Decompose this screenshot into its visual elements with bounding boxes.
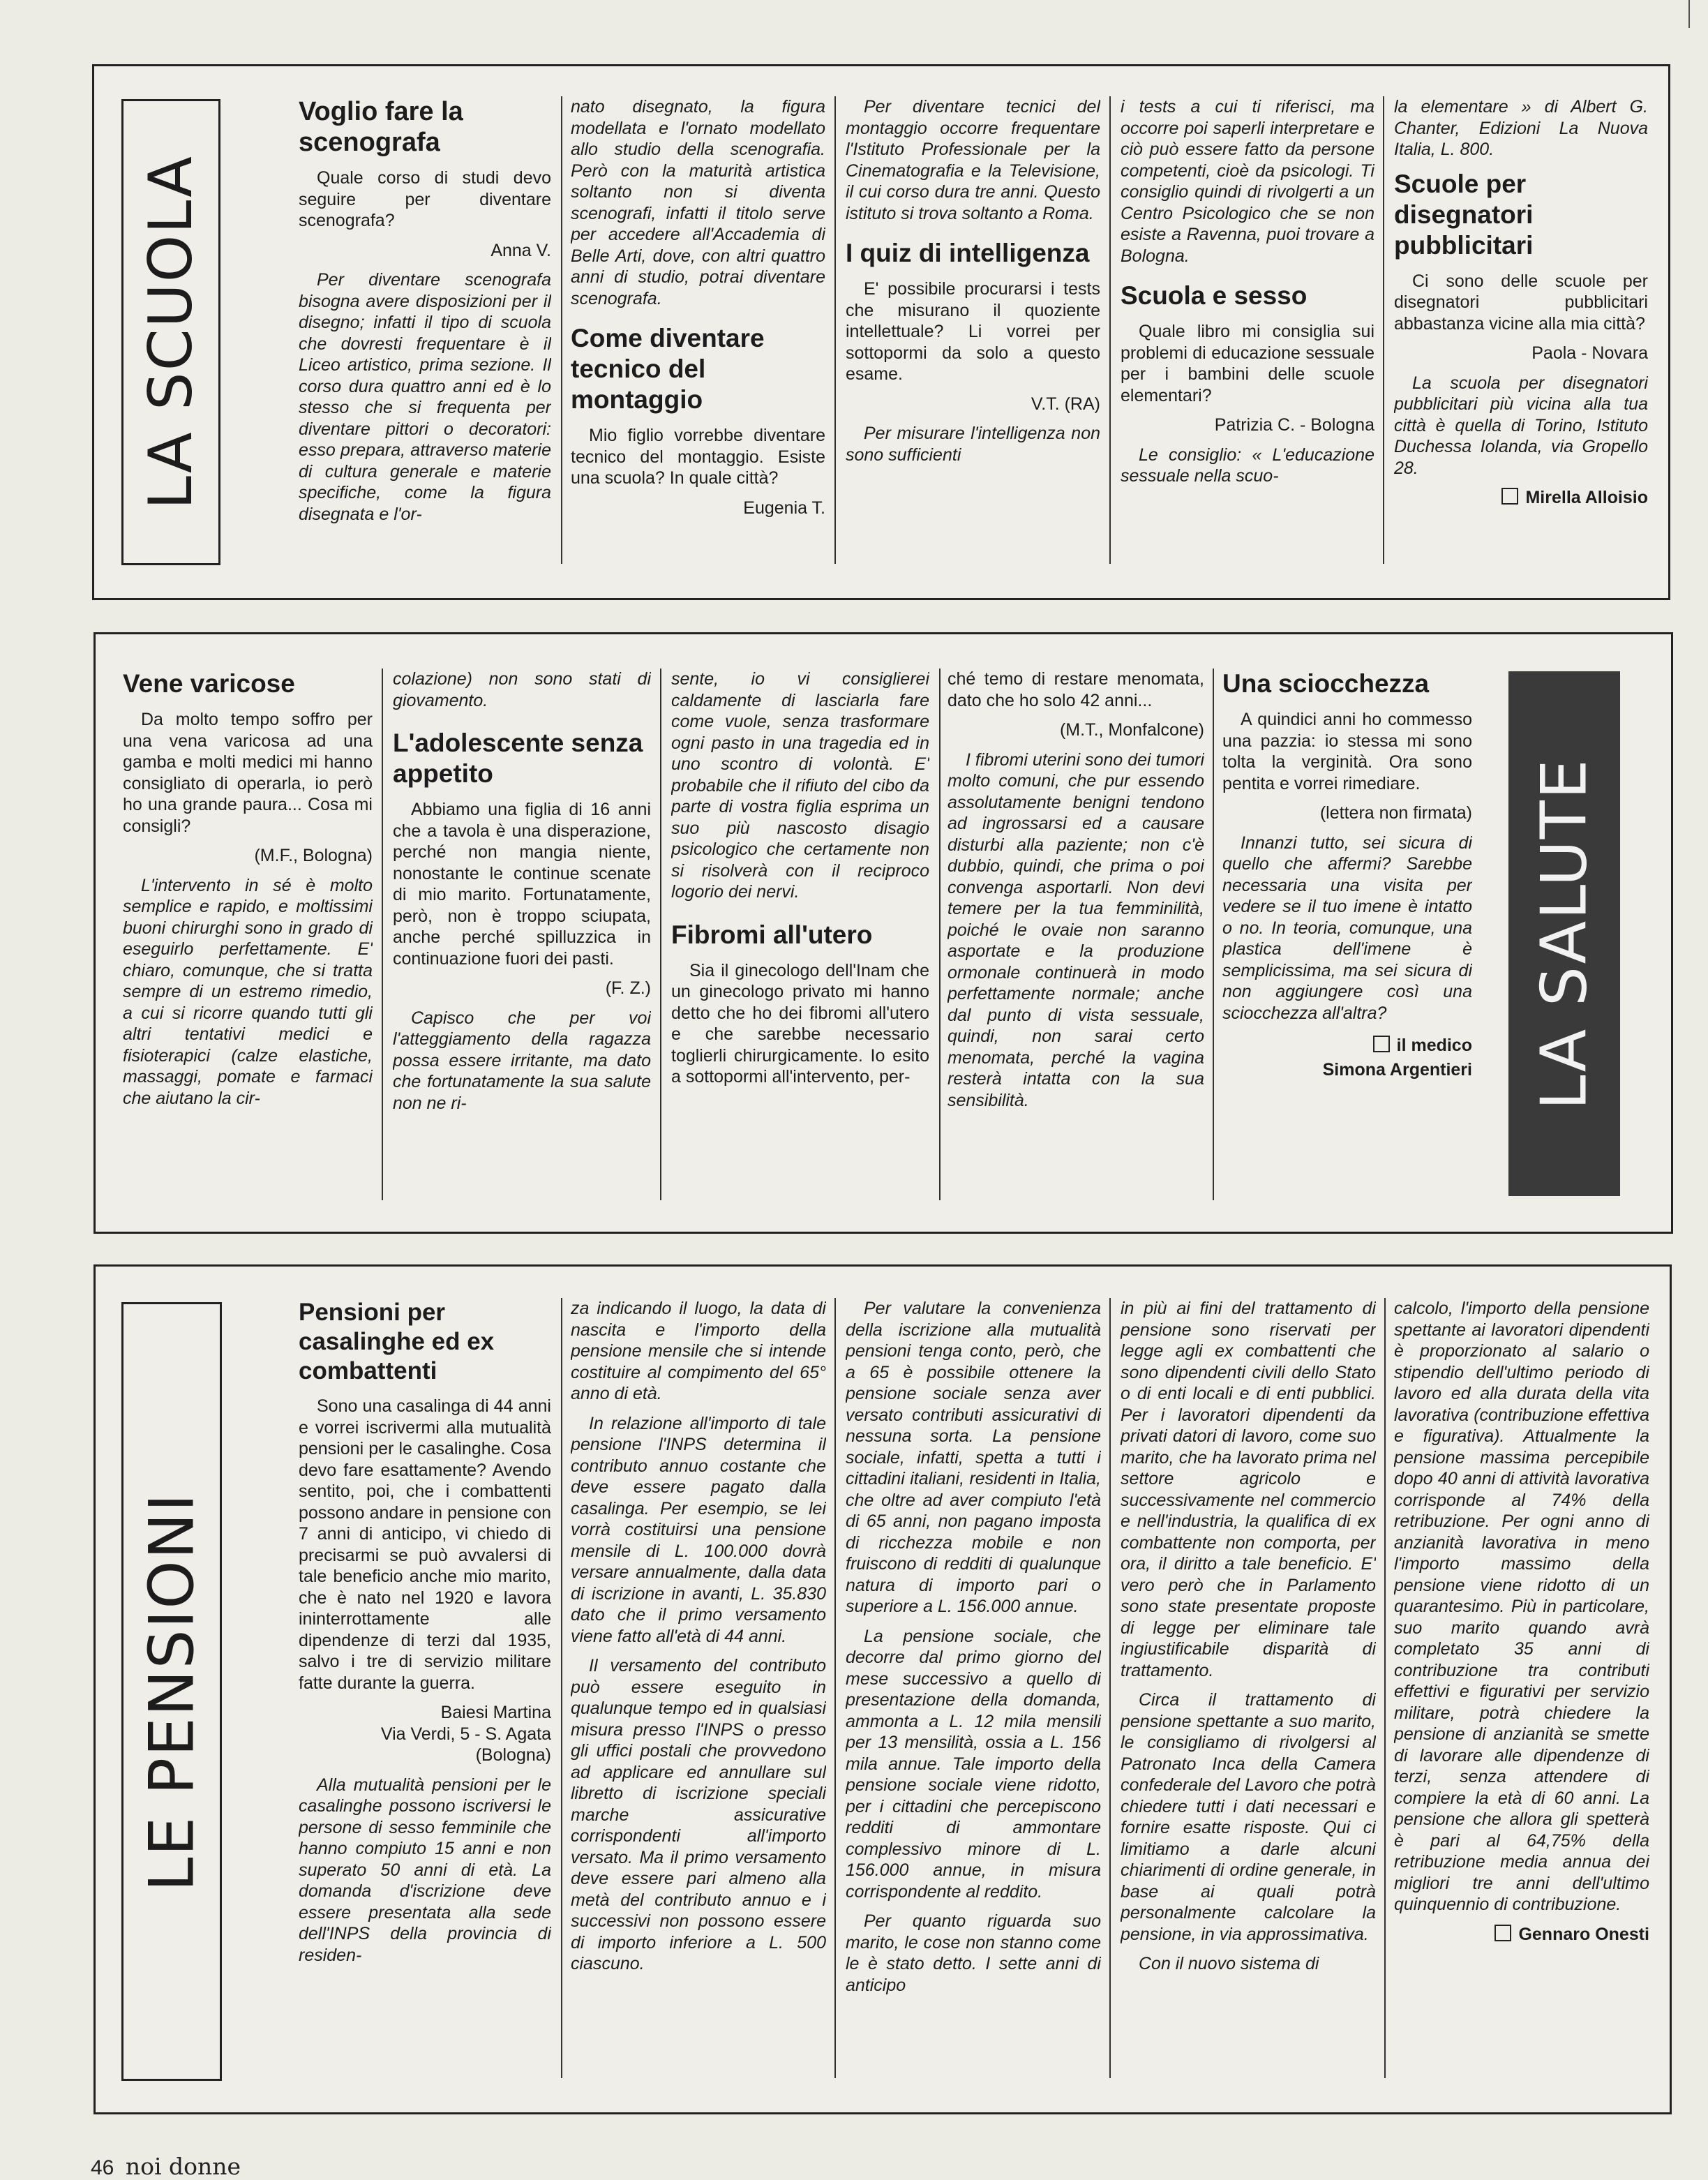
answer-text: Capisco che per voi l'atteggiamento della ragazza possa essere irritante, ma dato che fortunatamente la sua salute non ne ri- (393, 1008, 651, 1113)
answer-text: L'intervento in sé è molto semplice e rapido, e moltissimi buoni chirurghi sono in grado di eseguirlo perfettamente. E' chiaro, comunque, che si tratta sempre di un estremo rimedio, a cui si ricorre quando tutti gli altri tentativi medici e fisioterapici (calze elastiche, massaggi, pomate e farmaci che aiutano la cir- (123, 875, 373, 1108)
signature: (M.T., Monfalcone) (1059, 720, 1204, 740)
question-text: Sia il ginecologo dell'Inam che un ginecologo privato mi hanno detto che ho dei fibromi all'utero e che sarebbe necessario toglierli chirurgicamente. Io esito a sottopormi all'intervento, per- (671, 960, 929, 1087)
salute-column-5 (1222, 669, 1472, 1202)
answer-text: Circa il trattamento di pensione spettante a suo marito, le consigliamo di rivolgersi al Patronato Inca della Camera confederale del Lavoro che potrà chiedere tutti i dati necessari e fornire esatte risposte. Qui ci limitiamo a darle alcuni chiarimenti di ordine generale, in base ai quali potrà personalmente calcolare la pensione, in via approssimativa. (1121, 1690, 1376, 1944)
salute-column-1 (123, 669, 373, 1202)
answer-text: Alla mutualità pensioni per le casalinghe possono iscriversi le persone di sesso femminile che hanno compiuto 15 anni e non superato 50 anni di età. La domanda d'iscrizione deve essere presentata alla sede dell'INPS della provincia di residen- (299, 1775, 551, 1965)
answer-text: Per quanto riguarda suo marito, le cose non stanno come le è stato detto. I sette anni di anticipo (846, 1911, 1101, 1995)
article-title: Come diventare tecnico del montaggio (571, 324, 765, 414)
question-text: Abbiamo una figlia di 16 anni che a tavola è una disperazione, perché non mangia niente, nonostante le continue scenate di mio marito. Fortunatamente, però, non è troppo sciupata, anche perché spilluzzica in continuazione fuori dei pasti. (393, 800, 651, 969)
answer-text: Per valutare la convenienza della iscrizione alla mutualità pensioni tenga conto, però, che a 65 è possibile ottenere la pensione sociale senza aver versato contributi assicurativi di nessuna sorta. La pensione sociale, infatti, spetta a tutti i cittadini italiani, residenti in Italia, che oltre ad aver compiuto l'età di 65 anni, non pagano imposta di ricchezza mobile e non fruiscono di redditi di qualunque natura di importo pari o superiore a L. 156.000 annue. (846, 1299, 1101, 1616)
page-number: 46 (91, 2156, 114, 2179)
question-text: Quale libro mi consiglia sui problemi di educazione sessuale per i bambini delle scuole elementari? (1121, 322, 1374, 405)
pensioni-column-4 (1121, 1298, 1376, 2093)
answer-text: Per misurare l'intelligenza non sono sufficienti (846, 424, 1100, 465)
article-title: Scuola e sesso (1121, 281, 1308, 310)
question-text: E' possibile procurarsi i tests che misurano il quoziente intellettuale? Li vorrei per sottopormi da solo a questo esame. (846, 279, 1100, 384)
article-title: Voglio fare la scenografa (299, 97, 463, 157)
question-text: Mio figlio vorrebbe diventare tecnico del montaggio. Esiste una scuola? In quale città? (571, 426, 825, 488)
scuola-column-5 (1394, 96, 1648, 578)
article-title: Vene varicose (123, 669, 295, 698)
salute-section-label: LA SALUTE (1508, 671, 1620, 1196)
square-bullet-icon (1501, 488, 1518, 505)
article-title: L'adolescente senza appetito (393, 729, 643, 788)
scuola-column-3 (846, 96, 1100, 571)
answer-text: la elementare » di Albert G. Chanter, Edizioni La Nuova Italia, L. 800. (1394, 97, 1648, 159)
answer-text: nato disegnato, la figura modellata e l'ornato modellato allo studio della scenografia. Però con la maturità artistica soltanto non si diventa scenografi, infatti il titolo serve per accedere all'Accademia di Belle Arti, dove, con altri quattro anni di studio, potrai diventare scenografa. (571, 97, 825, 308)
column-divider (1109, 1298, 1111, 2078)
column-divider (834, 1298, 836, 2078)
answer-text: In relazione all'importo di tale pensione l'INPS determina il contributo annuo costante che deve essere pagato dalla casalinga. Per esempio, se lei vorrà costituirsi una pensione mensile di L. 100.000 dovrà versare annualmente, dalla data di iscrizione in avanti, L. 35.830 dato che il primo versamento viene fatto all'età di 44 anni. (571, 1413, 826, 1646)
signature: Eugenia T. (743, 498, 825, 518)
answer-text: I fibromi uterini sono dei tumori molto comuni, che pur essendo assolutamente benigni tendono ad ingrossarsi ed a causare disturbi alla paziente; non c'è dubbio, quindi, che prima o poi convenga asportarli. Non devi temere per la tua femminilità, poiché le ovaie non saranno asportate e la produzione ormonale continuerà in modo perfettamente normale; anche dal punto di vista sessuale, quindi, non sarai certo menomata, perché la vagina resterà intatta con la sua sensibilità. (947, 749, 1204, 1110)
author-byline: Gennaro Onesti (1394, 1924, 1649, 1946)
column-divider (382, 669, 383, 1200)
salute-column-4 (947, 669, 1204, 1202)
signature: Anna V. (490, 240, 551, 260)
pensioni-section-label: LE PENSIONI (121, 1302, 222, 2081)
answer-text: za indicando il luogo, la data di nascita e l'importo della pensione mensile che si intende costituire al compimento del 65° anno di età. (571, 1299, 826, 1403)
signature: (lettera non firmata) (1319, 803, 1472, 823)
question-text: Da molto tempo soffro per una vena varicosa ad una gamba e molti medici mi hanno consigliato di operarla, io però ho una grande paura... Cosa mi consigli? (123, 710, 373, 836)
square-bullet-icon (1494, 1925, 1511, 1941)
article-title: Pensioni per casalinghe ed ex combattenti (299, 1299, 495, 1384)
signature: Paola - Novara (1531, 343, 1648, 363)
column-divider (834, 96, 836, 564)
pensioni-column-1 (299, 1298, 551, 2093)
magazine-name: noi donne (125, 2153, 241, 2180)
crop-mark (1688, 0, 1690, 28)
answer-text: in più ai fini del trattamento di pensione sono riservati per legge agli ex combattenti che sono dipendenti civili dello Stato o di enti locali e di enti pubblici. Per i lavoratori dipendenti da privati datori di lavoro, come suo marito, che ha lavorato prima nel settore agricolo e successivamente nel commercio e nell'industria, la qualifica di ex combattente non comporta, per ora, il diritto a tale beneficio. E' vero però che in Parlamento sono state presentate proposte di legge per eliminare tale ingiustificabile disparità di trattamento. (1121, 1299, 1376, 1680)
column-divider (1109, 96, 1111, 564)
answer-text: Il versamento del contributo può essere eseguito in qualunque tempo ed in qualsiasi misura presso l'INPS o presso gli uffici postali che provvedono ad applicare ed annullare sul libretto di iscrizione speciali marche assicurative corrispondenti all'importo versato. Ma il primo versamento deve essere pari almeno alla metà del contributo annuo e i successivi non possono essere di importo inferiore a L. 500 ciascuno. (571, 1656, 826, 1973)
question-text: Sono una casalinga di 44 anni e vorrei iscrivermi alla mutualità pensioni per le casalinghe. Cosa devo fare esattamente? Avendo sentito, poi, che i combattenti possono andare in pensione con 7 anni di anticipo, vi chiedo di precisarmi se può avvalersi di tale beneficio anche mio marito, che è nato nel 1920 e lavora ininterrottamente alle dipendenze di terzi dal 1935, salvo i tre di servizio militare fatte durante la guerra. (299, 1396, 551, 1693)
salute-column-2 (393, 669, 651, 1202)
square-bullet-icon (1373, 1036, 1390, 1052)
signature-city: (Bologna) (475, 1745, 551, 1765)
column-divider (1213, 669, 1214, 1200)
answer-text: La pensione sociale, che decorre dal primo giorno del mese successivo a quello di presentazione della domanda, ammonta a L. 12 mila mensili per 13 mensilità, ossia a L. 156 mila annue. Tale importo della pensione sociale viene ridotto, per i cittadini che percepiscono redditi di ammontare complessivo minore di L. 156.000 annue, in misura corrispondente al reddito. (846, 1626, 1101, 1902)
article-title: Scuole per disegnatori pubblicitari (1394, 169, 1534, 260)
answer-text: Le consiglio: « L'educazione sessuale nella scuo- (1121, 445, 1374, 486)
author-byline: il medico (1222, 1035, 1472, 1057)
signature-address: Via Verdi, 5 - S. Agata (380, 1724, 551, 1744)
column-divider (939, 669, 941, 1200)
answer-text: Innanzi tutto, sei sicura di quello che affermi? Sarebbe necessaria una visita per vedere se il tuo imene è intatto o no. In teoria, comunque, una plastica dell'imene è semplicissima, ma sei sicura di non aggiungere così una sciocchezza all'altra? (1222, 833, 1472, 1023)
signature: Patrizia C. - Bologna (1214, 415, 1374, 435)
pensioni-column-2 (571, 1298, 826, 2093)
article-title: I quiz di intelligenza (846, 239, 1090, 267)
signature: (F. Z.) (605, 978, 651, 998)
author-byline: Mirella Alloisio (1394, 487, 1648, 509)
signature: Baiesi Martina (440, 1703, 551, 1722)
pensioni-column-5 (1394, 1298, 1649, 2093)
scuola-section-label: LA SCUOLA (121, 99, 220, 565)
answer-text: calcolo, l'importo della pensione spettante ai lavoratori dipendenti è proporzionato al salario o stipendio dell'ultimo periodo di lavoro ed alla durata della vita lavorativa (contribuzione effettiva e figurativa). Attualmente la pensione massima percepibile dopo 40 anni di attività lavorativa corrisponde al 74% della retribuzione. Per ogni anno di anzianità lavorativa in meno l'importo massimo della pensione viene ridotto di un quarantesimo. Più in particolare, suo marito quando avrà completato 35 anni di contribuzione tra contributi effettivi e figurativi per servizio militare, potrà chiedere la pensione di anzianità se smette di lavorare alle dipendenze di terzi, senza attendere di compiere la età di 60 anni. La pensione che allora gli spetterà è pari al 64,75% della retribuzione media annua dei migliori tre anni dell'ultimo quinquennio di contribuzione. (1394, 1299, 1649, 1914)
article-title: Una sciocchezza (1222, 669, 1430, 698)
question-text: ché temo di restare menomata, dato che ho solo 42 anni... (947, 669, 1204, 710)
scuola-column-1 (299, 96, 551, 571)
author-byline: Simona Argentieri (1322, 1059, 1472, 1080)
column-divider (1383, 96, 1384, 564)
signature: V.T. (RA) (1031, 394, 1100, 414)
column-divider (1384, 1298, 1386, 2078)
answer-text: Con il nuovo sistema di (1139, 1954, 1319, 1973)
answer-text: Per diventare scenografa bisogna avere disposizioni per il disegno; infatti il tipo di scuola che dovresti frequentare è il Liceo artistico, prima sezione. Il corso dura quattro anni ed è lo stesso che si frequenta per diventare pittori o decoratori: esso prepara, attraverso materie di cultura generale e materie specifiche, come la figura disegnata e l'or- (299, 270, 551, 524)
answer-text: colazione) non sono stati di giovamento. (393, 669, 651, 710)
column-divider (561, 1298, 562, 2078)
answer-text: i tests a cui ti riferisci, ma occorre poi saperli interpretare e ciò può essere fatto da persone competenti, cioè da psicologi. Ti consiglio quindi di rivolgerti a un Centro Psicologico che se non esiste a Ravenna, puoi trovare a Bologna. (1121, 97, 1374, 266)
scuola-column-4 (1121, 96, 1374, 571)
answer-text: sente, io vi consiglierei caldamente di lasciarla fare come vuole, senza trasformare ogni pasto in una tragedia ed in uno scontro di volontà. E' probabile che il rifiuto del cibo da parte di vostra figlia esprima un suo più nascosto disagio psicologico che certamente non si risolverà con il reciproco logorio dei nervi. (671, 669, 929, 902)
column-divider (660, 669, 661, 1200)
page-footer (91, 2153, 241, 2180)
answer-text: Per diventare tecnici del montaggio occorre frequentare l'Istituto Professionale per la Cinematografia e la Televisione, il cui corso dura tre anni. Questo istituto si trova soltanto a Roma. (846, 97, 1100, 223)
column-divider (561, 96, 562, 564)
question-text: Quale corso di studi devo seguire per diventare scenografa? (299, 168, 551, 230)
scuola-column-2 (571, 96, 825, 571)
article-title: Fibromi all'utero (671, 920, 873, 949)
pensioni-column-3 (846, 1298, 1101, 2093)
answer-text: La scuola per disegnatori pubblicitari più vicina alla tua città è quella di Torino, Istituto Duchessa Iolanda, via Gropello 28. (1394, 373, 1648, 478)
signature: (M.F., Bologna) (254, 846, 373, 865)
salute-column-3 (671, 669, 929, 1202)
question-text: A quindici anni ho commesso una pazzia: io stessa mi sono tolta la verginità. Ora sono pentita e vorrei rimediare. (1222, 710, 1472, 793)
question-text: Ci sono delle scuole per disegnatori pubblicitari abbastanza vicine alla mia città? (1394, 271, 1648, 334)
